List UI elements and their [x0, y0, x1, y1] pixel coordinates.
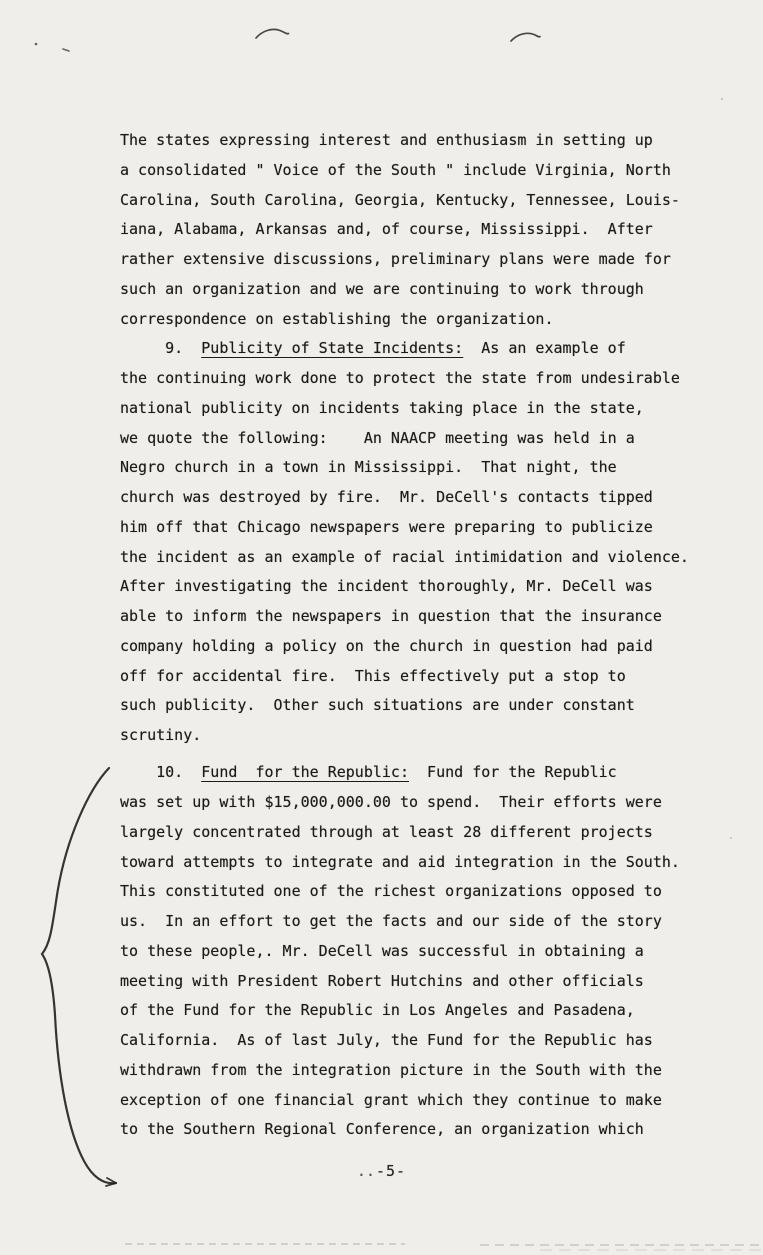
text-segment: national publicity on incidents taking place in the state,	[120, 398, 644, 417]
ink-speck	[730, 837, 732, 839]
document-line	[120, 483, 700, 513]
text-segment: As an example of	[463, 339, 626, 358]
document-line	[120, 126, 700, 156]
text-segment: able to inform the newspapers in question that the insurance	[120, 607, 662, 625]
text-segment: a consolidated " Voice of the South " include Virginia, North	[120, 160, 671, 179]
text-segment: such publicity. Other such situations are under constant	[120, 696, 635, 715]
document-line	[120, 394, 700, 424]
document-line	[120, 1086, 700, 1116]
text-segment: 10.	[120, 763, 202, 782]
text-segment: rather extensive discussions, preliminary plans were made for	[120, 250, 671, 268]
ink-speck	[35, 43, 38, 46]
ink-speck	[63, 49, 69, 51]
document-line	[120, 543, 700, 573]
document-line	[120, 513, 700, 543]
underlined-heading: Publicity of State Incidents:	[201, 339, 464, 358]
document-line	[120, 215, 700, 245]
document-line	[120, 305, 700, 335]
text-segment: him off that Chicago newspapers were preparing to publicize	[120, 517, 653, 536]
text-segment: to the Southern Regional Conference, an organization which	[120, 1120, 644, 1139]
top-squiggle-left-icon	[256, 29, 289, 38]
document-line	[120, 424, 700, 454]
document-line	[120, 632, 700, 662]
document-line	[120, 788, 700, 818]
ink-speck	[721, 98, 723, 100]
text-segment: After investigating the incident thoroughly, Mr. DeCell was	[120, 577, 653, 596]
text-segment: meeting with President Robert Hutchins and other officials	[120, 971, 644, 990]
text-segment: largely concentrated through at least 28 different projects	[120, 822, 653, 841]
text-segment: the incident as an example of racial intimidation and violence.	[120, 547, 689, 566]
document-line	[120, 848, 700, 878]
text-segment: correspondence on establishing the organization.	[120, 309, 554, 328]
text-segment: off for accidental fire. This effectively put a stop to	[120, 666, 626, 685]
document-line	[120, 245, 700, 275]
document-line	[120, 186, 700, 216]
document-line	[120, 572, 700, 602]
text-segment: This constituted one of the richest organizations opposed to	[120, 882, 662, 901]
text-segment: to these people,. Mr. DeCell was successful in obtaining a	[120, 941, 644, 960]
text-segment: church was destroyed by fire. Mr. DeCell's contacts tipped	[120, 488, 653, 506]
document-line	[120, 453, 700, 483]
top-squiggle-right-icon	[511, 33, 540, 41]
document-line	[120, 996, 700, 1026]
text-segment: iana, Alabama, Arkansas and, of course, Mississippi. After	[120, 220, 653, 239]
text-segment: toward attempts to integrate and aid integration in the South.	[120, 852, 680, 871]
page-number: -5-	[375, 1162, 407, 1180]
footer-ink-marks: ..	[356, 1162, 375, 1180]
document-line	[120, 691, 700, 721]
document-line	[120, 907, 700, 937]
document-line	[120, 1115, 700, 1145]
document-line	[120, 156, 700, 186]
text-segment: Fund for the Republic	[409, 763, 617, 782]
text-segment: 9.	[120, 339, 202, 358]
text-segment: the continuing work done to protect the state from undesirable	[120, 369, 680, 387]
text-segment: we quote the following: An NAACP meeting was held in a	[120, 428, 635, 447]
document-line	[120, 364, 700, 394]
document-line	[120, 1056, 700, 1086]
document-line	[120, 662, 700, 692]
document-line	[120, 818, 700, 848]
document-line	[120, 937, 700, 967]
text-segment: exception of one financial grant which they continue to make	[120, 1090, 662, 1109]
document-line	[120, 721, 700, 751]
document-line	[120, 1026, 700, 1056]
document-line	[120, 602, 700, 632]
text-segment: scrutiny.	[120, 726, 202, 744]
text-segment: was set up with $15,000,000.00 to spend. Their efforts were	[120, 793, 662, 811]
text-segment: such an organization and we are continuing to work through	[120, 279, 644, 298]
document-line	[120, 275, 700, 305]
page-footer	[0, 1162, 763, 1180]
document-line	[120, 758, 700, 788]
underlined-heading: Fund for the Republic:	[201, 763, 409, 782]
document-line	[120, 334, 700, 364]
text-segment: Carolina, South Carolina, Georgia, Kentucky, Tennessee, Louis-	[120, 190, 680, 209]
text-segment: company holding a policy on the church in question had paid	[120, 636, 653, 655]
text-segment: Negro church in a town in Mississippi. That night, the	[120, 458, 617, 477]
document-line	[120, 967, 700, 997]
text-segment: California. As of last July, the Fund for the Republic has	[120, 1031, 653, 1049]
text-segment: us. In an effort to get the facts and our side of the story	[120, 912, 662, 930]
document-line	[120, 877, 700, 907]
text-segment: withdrawn from the integration picture in the South with the	[120, 1060, 662, 1079]
document-text	[120, 126, 700, 1145]
margin-brace-annotation	[42, 768, 116, 1183]
text-segment: of the Fund for the Republic in Los Angeles and Pasadena,	[120, 1001, 635, 1020]
text-segment: The states expressing interest and enthusiasm in setting up	[120, 131, 653, 149]
